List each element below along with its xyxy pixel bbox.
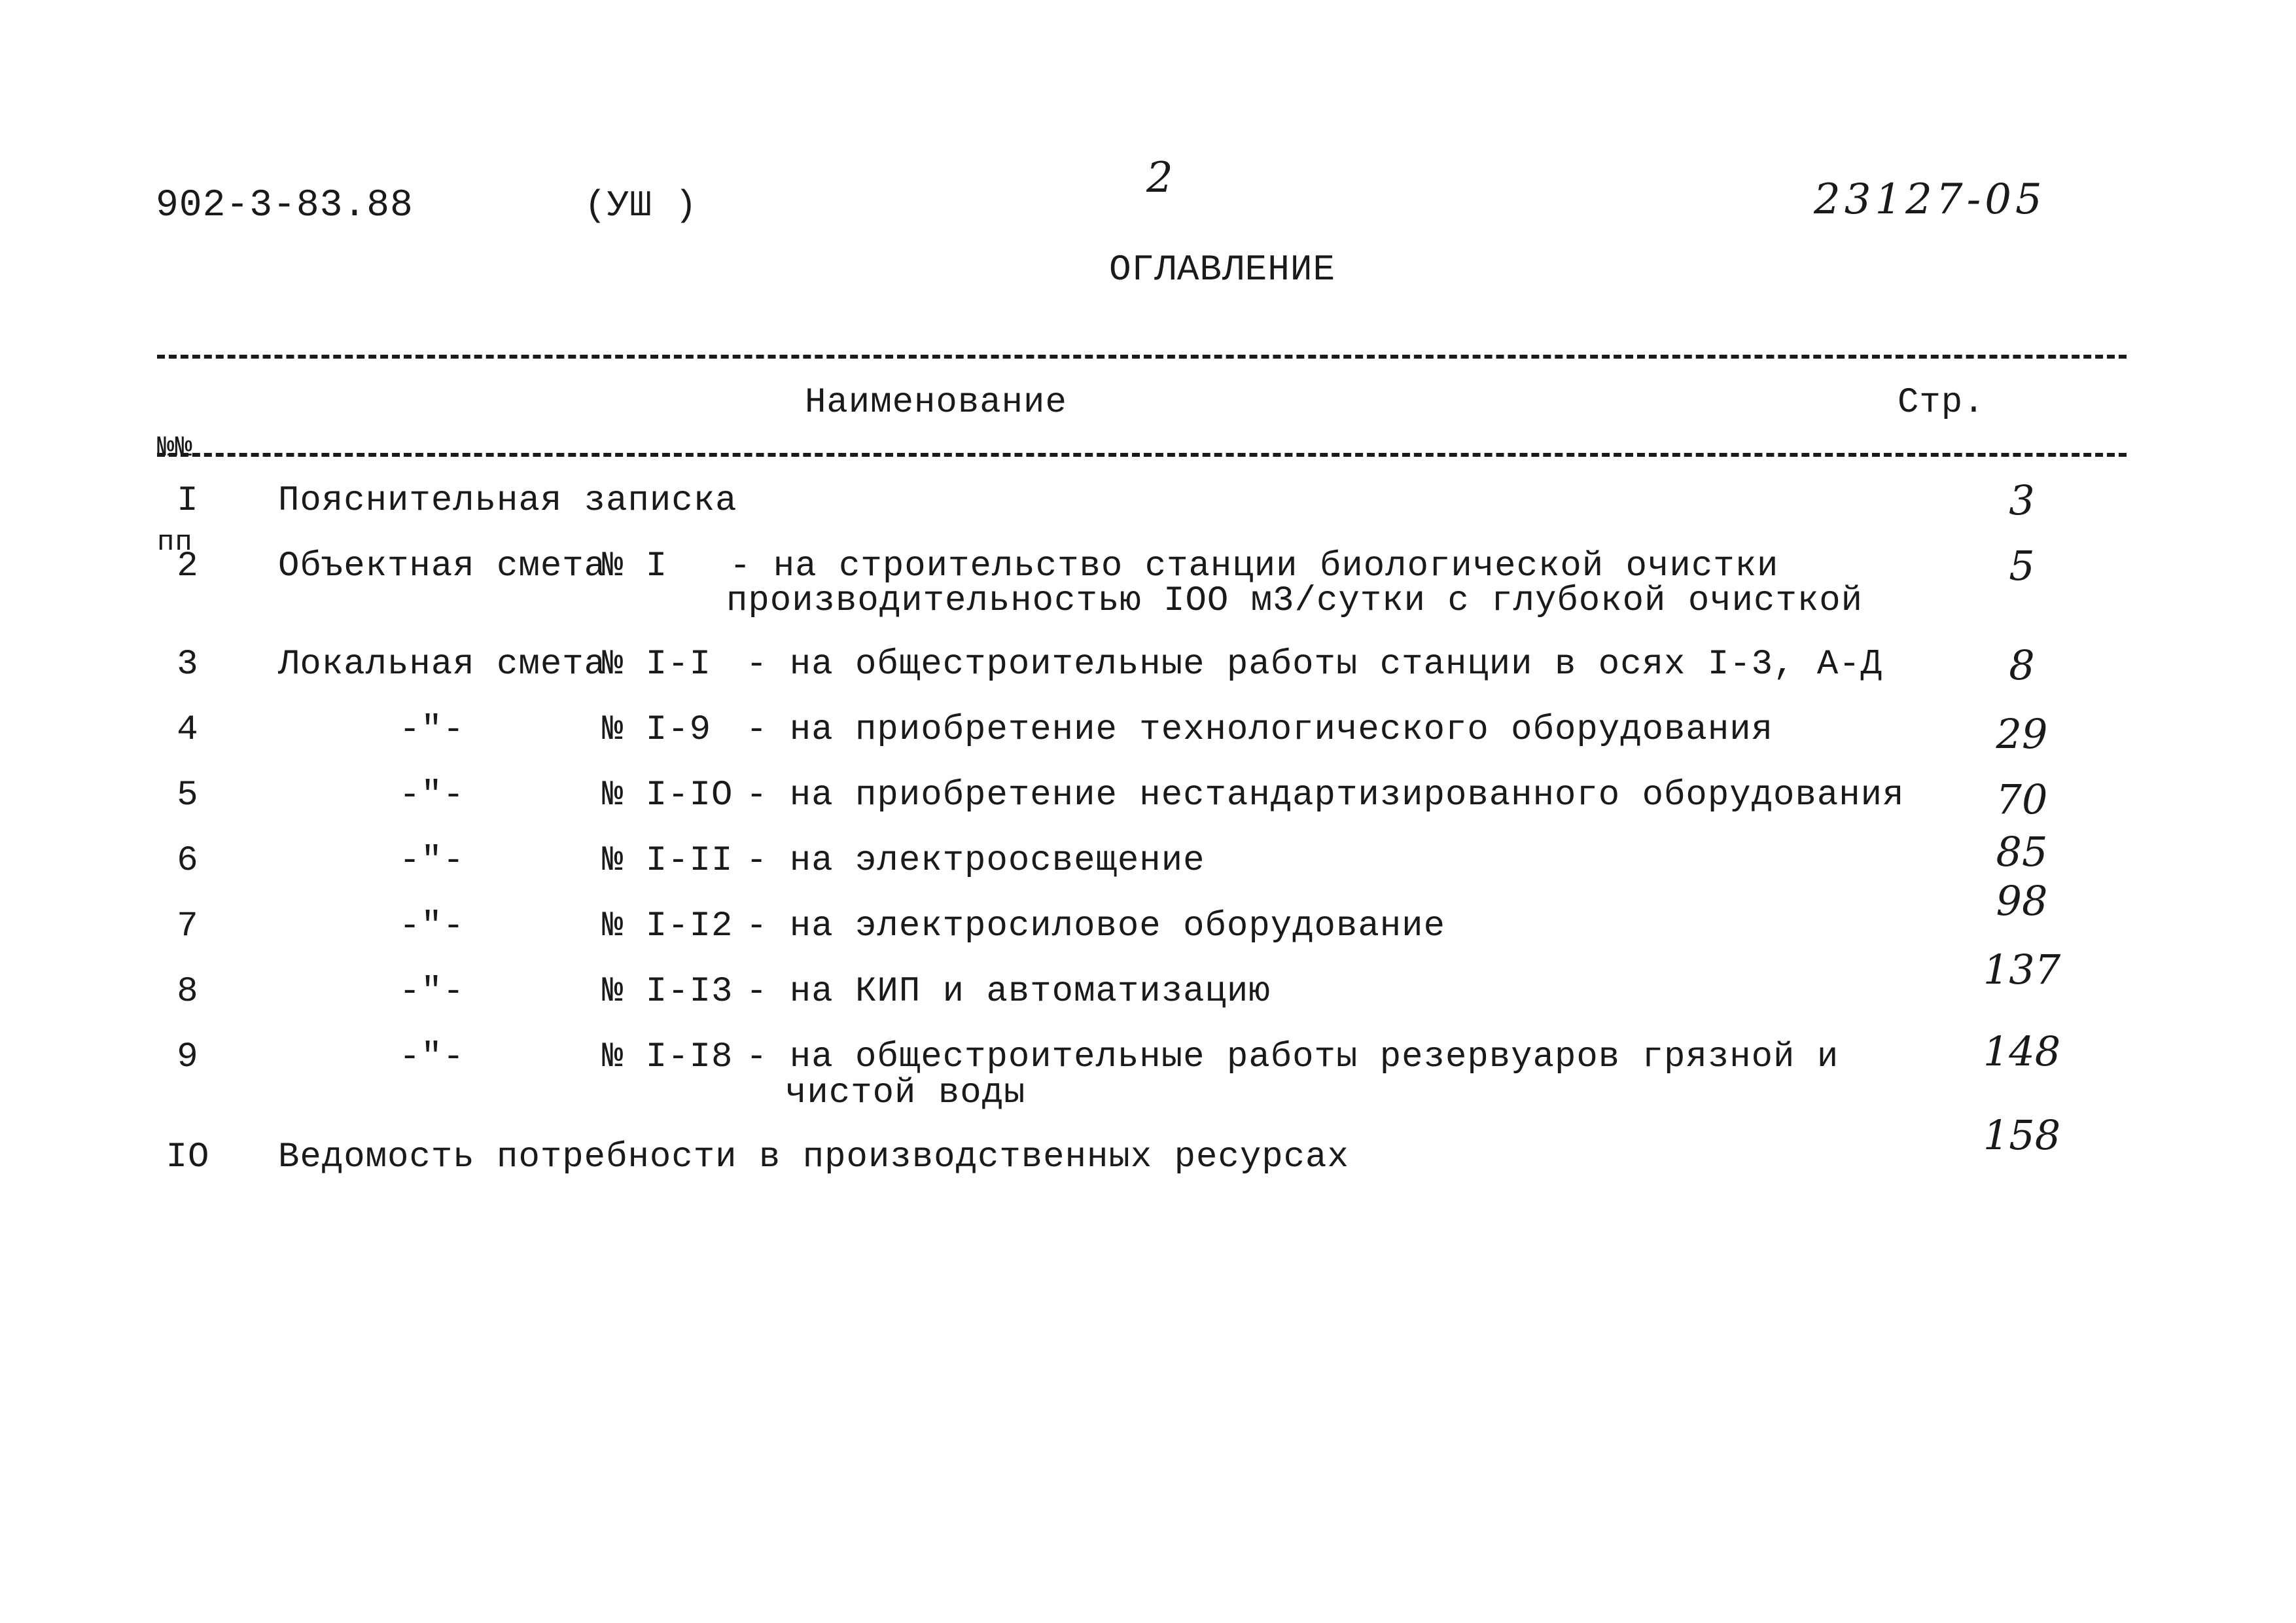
row-page: 5 xyxy=(2009,542,2035,590)
row-prefix: -"- xyxy=(399,972,465,1012)
row-prefix: -"- xyxy=(399,906,465,946)
row-code: № I-II xyxy=(602,841,733,881)
row-prefix: Ведомость потребности в производственных ресурсах xyxy=(278,1137,1349,1177)
page-title: ОГЛАВЛЕНИЕ xyxy=(1109,249,1336,291)
row-number: 2 xyxy=(177,546,199,586)
row-prefix: Пояснительная записка xyxy=(278,481,737,521)
row-code: № I-I2 xyxy=(602,906,733,946)
volume-number: (УШ ) xyxy=(584,185,698,226)
row-description: - на общестроительные работы станции в осях I-3, А-Д xyxy=(746,645,1883,685)
row-number: 9 xyxy=(177,1037,199,1077)
row-code: № I-IO xyxy=(602,776,733,815)
row-page: 158 xyxy=(1983,1111,2061,1159)
row-description-continued: чистой воды xyxy=(785,1073,1026,1113)
row-description: - на приобретение технологического оборудования xyxy=(746,710,1774,750)
row-description: - на электросиловое оборудование xyxy=(746,906,1445,946)
row-page: 98 xyxy=(1996,877,2048,925)
row-number: I xyxy=(177,481,199,521)
row-description-continued: производительностью IOO м3/сутки с глубокой очисткой xyxy=(726,581,1863,621)
row-number: 6 xyxy=(177,841,199,881)
row-code: № I-I xyxy=(602,645,712,685)
column-header-number-line2: пп xyxy=(157,526,193,559)
row-prefix: -"- xyxy=(399,776,465,815)
row-number: 8 xyxy=(177,972,199,1012)
row-code: № I-9 xyxy=(602,710,712,750)
row-number: 4 xyxy=(177,710,199,750)
row-number: IO xyxy=(166,1137,210,1177)
row-prefix: Локальная смета xyxy=(278,645,607,685)
row-description: - на общестроительные работы резервуаров грязной и xyxy=(746,1037,1839,1077)
row-page: 29 xyxy=(1996,710,2048,758)
row-number: 5 xyxy=(177,776,199,815)
row-prefix: -"- xyxy=(399,710,465,750)
row-number: 3 xyxy=(177,645,199,685)
row-number: 7 xyxy=(177,906,199,946)
row-code: № I xyxy=(602,546,668,586)
document-code: 902-3-83.88 xyxy=(156,185,414,227)
row-prefix: -"- xyxy=(399,841,465,881)
sheet-number: 2 xyxy=(1146,154,1173,202)
row-page: 8 xyxy=(2009,641,2035,689)
row-page: 137 xyxy=(1983,946,2061,993)
row-description: - на строительство станции биологической очистки xyxy=(730,546,1779,586)
column-header-name: Наименование xyxy=(805,383,1067,423)
column-header-number-line1: №№ xyxy=(157,432,193,465)
row-description: - на электроосвещение xyxy=(746,841,1205,881)
row-page: 3 xyxy=(2009,476,2035,524)
row-description: - на КИП и автоматизацию xyxy=(746,972,1271,1012)
row-prefix: -"- xyxy=(399,1037,465,1077)
row-code: № I-I8 xyxy=(602,1037,733,1077)
table-top-rule xyxy=(157,355,2127,359)
row-code: № I-I3 xyxy=(602,972,733,1012)
table-header-rule xyxy=(157,453,2127,457)
row-page: 148 xyxy=(1983,1027,2061,1075)
row-prefix: Объектная смета xyxy=(278,546,607,586)
row-description: - на приобретение нестандартизированного оборудования xyxy=(746,776,1905,815)
column-header-page: Стр. xyxy=(1898,383,1985,423)
row-page: 70 xyxy=(1996,776,2048,823)
row-page: 85 xyxy=(1996,828,2048,876)
registry-number: 23127-05 xyxy=(1814,175,2046,224)
